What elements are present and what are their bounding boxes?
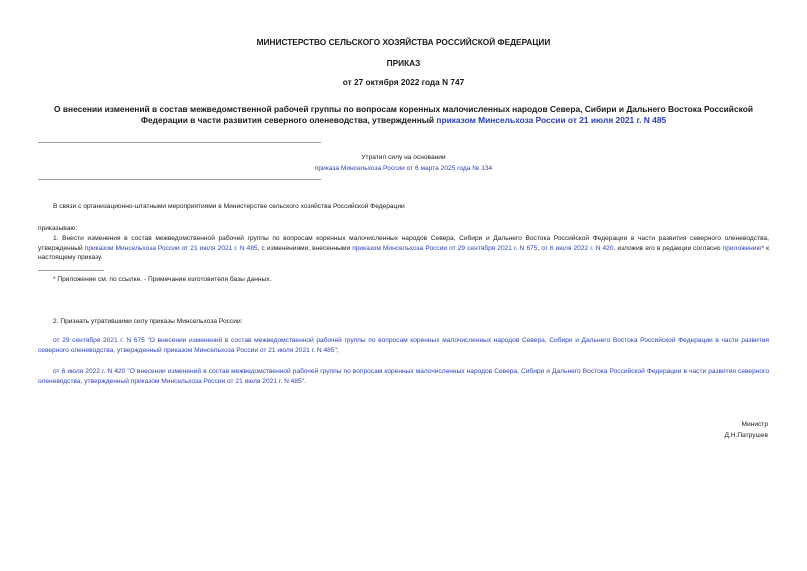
- order-word: приказываю:: [38, 225, 78, 232]
- p1-text-e: * к настоящему приказу.: [38, 244, 769, 261]
- p1-link-order-675[interactable]: приказом Минсельхоза России от 29 сентября 2021 г. N 675: [352, 244, 538, 252]
- divider-bottom: [38, 179, 321, 180]
- divider-top: [38, 142, 321, 143]
- doc-title-text: О внесении изменений в состав межведомственной рабочей группы по вопросам коренных малочисленных народов Севера, Сибири и Дальнего Востока Российской Федерации в части развития северного оленеводства, утвержденный: [54, 104, 753, 125]
- item2-text[interactable]: "О внесении изменений в состав межведомственной рабочей группы по вопросам коренных малочисленных народов Севера, Сибири и Дальнего Востока Российской Федерации в части развития северного оленеводства, утвержденный приказом Минсельхоза России от 21 июля 2021 г. N 485".: [38, 368, 769, 385]
- doc-type: ПРИКАЗ: [386, 58, 421, 68]
- p1-text-c: ,: [537, 244, 542, 252]
- item1-text[interactable]: "О внесении изменений в состав межведомственной рабочей группы по вопросам коренных малочисленных народов Севера, Сибири и Дальнего Востока Российской Федерации в части развития северного оленеводства, утвержденный приказом Минсельхоза России от 21 июля 2021 г. N 485";: [38, 337, 769, 354]
- p1-text-b: , с изменениями, внесенными: [257, 244, 353, 252]
- doc-date-number: от 27 октября 2022 года N 747: [342, 77, 465, 87]
- p1-link-order-485[interactable]: приказом Минсельхоза России от 21 июля 2021 г. N 485: [84, 244, 258, 252]
- footnote-divider: [38, 270, 104, 271]
- ministry-title: МИНИСТЕРСТВО СЕЛЬСКОГО ХОЗЯЙСТВА РОССИЙСКОЙ ФЕДЕРАЦИИ: [256, 37, 551, 47]
- signature-name: Д.Н.Патрушев: [724, 432, 768, 439]
- p1-text-a: 1. Внести изменения в состав межведомственной рабочей группы по вопросам коренных малочисленных народов Севера, Сибири и Дальнего Востока Российской Федерации в части развития северного оленеводства, утвержденный: [38, 235, 769, 252]
- p1-text-d: , изложив его в редакции согласно: [613, 244, 723, 252]
- repealed-item-2: [38, 367, 769, 386]
- item1-link-order-675[interactable]: от 29 сентября 2021 г. N 675: [53, 337, 145, 344]
- p1-link-order-420[interactable]: от 6 июля 2022 г. N 420: [541, 244, 614, 252]
- repealed-item-1: [38, 336, 769, 355]
- status-link-order-134[interactable]: приказа Минсельхоза России от 6 марта 2025 года № 134: [314, 165, 493, 172]
- title-link-order-485[interactable]: приказом Минсельхоза России от 21 июля 2021 г. N 485: [436, 115, 667, 125]
- intro-paragraph: В связи с организационно-штатными мероприятиями в Министерстве сельского хозяйства Российской Федерации: [53, 203, 405, 210]
- doc-title: [40, 104, 767, 126]
- status-link-wrap: [0, 164, 807, 174]
- item2-link-order-420[interactable]: от 6 июля 2022 г. N 420: [53, 368, 126, 375]
- paragraph-2: 2. Признать утратившими силу приказы Минсельхоза России:: [53, 318, 243, 325]
- paragraph-1: [38, 234, 769, 263]
- signature-role: Министр: [741, 421, 768, 428]
- status-line: Утратил силу на основании: [361, 154, 446, 161]
- footnote: * Приложение см. по ссылке. - Примечание изготовителя базы данных.: [53, 276, 272, 283]
- p1-link-appendix[interactable]: приложению: [722, 244, 762, 252]
